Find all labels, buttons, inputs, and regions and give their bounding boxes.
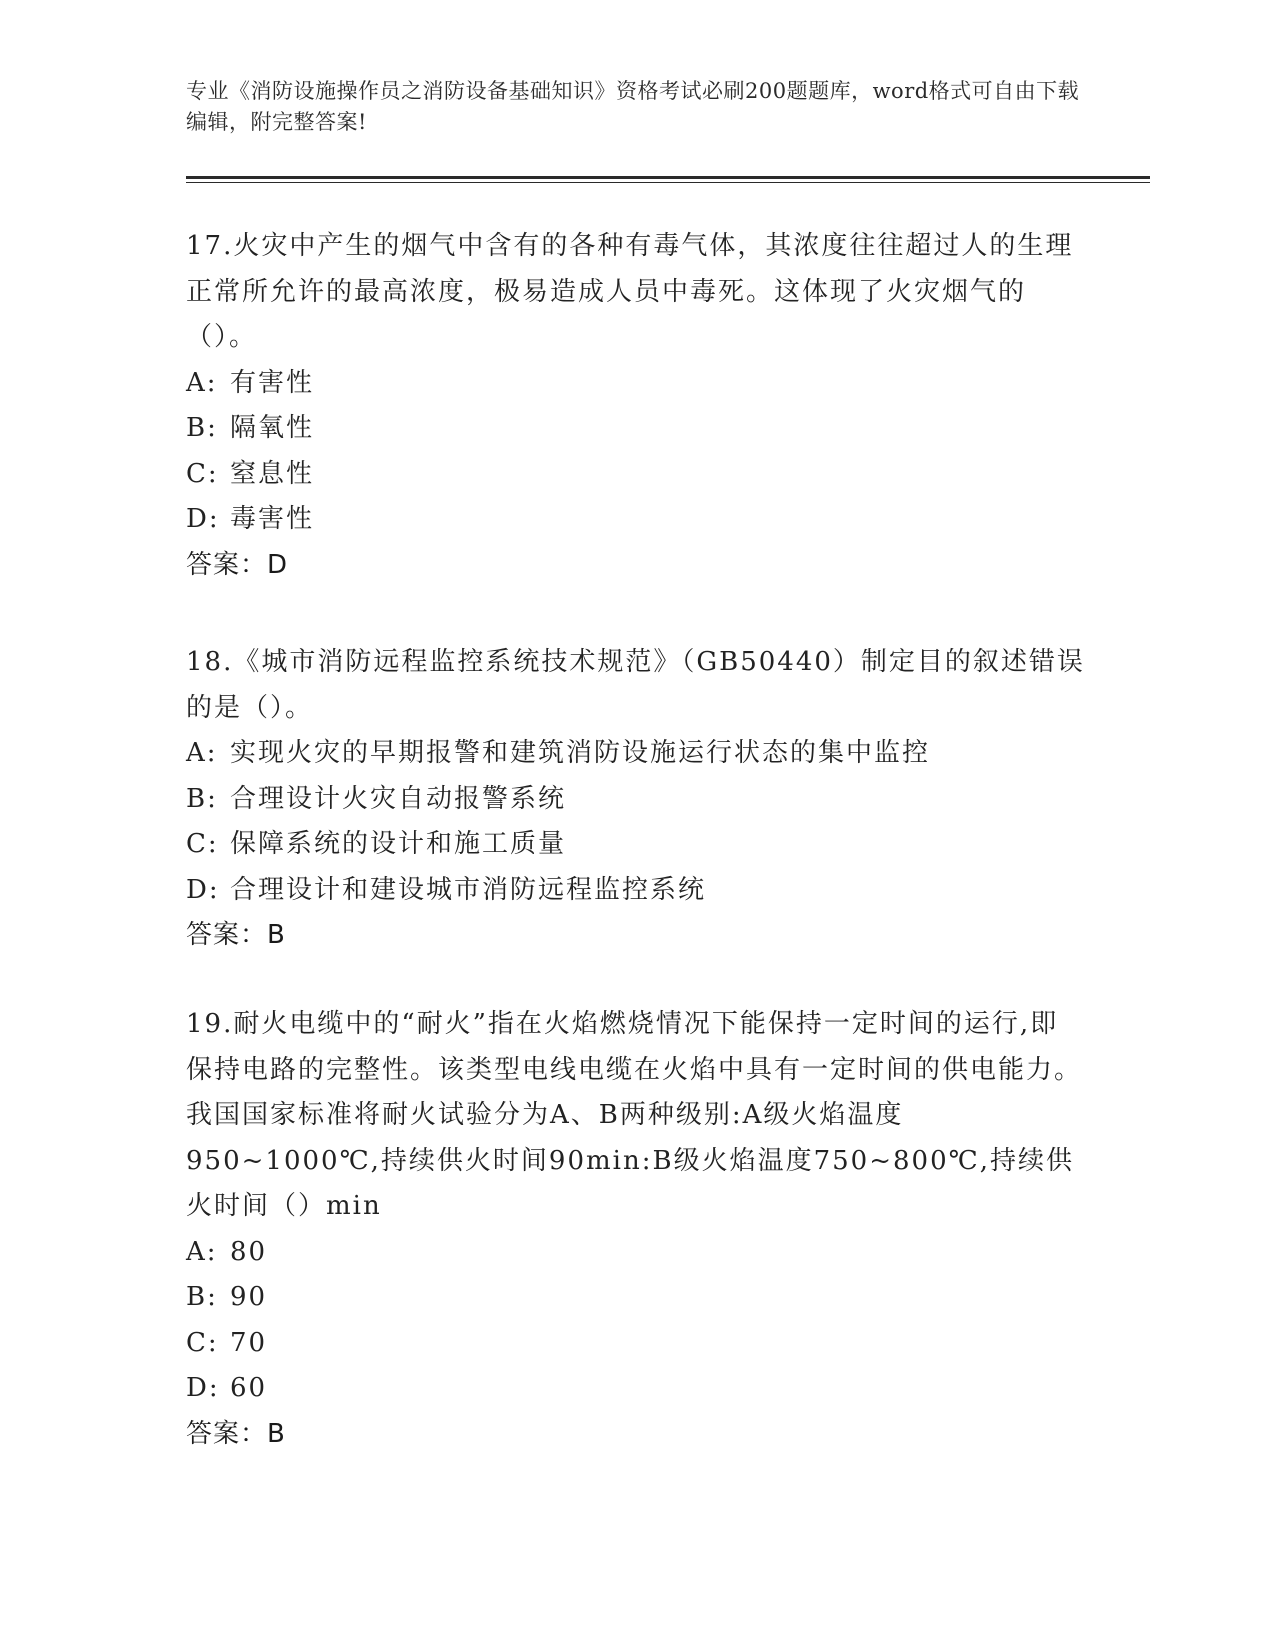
option-letter: D: xyxy=(186,504,220,534)
option-a xyxy=(186,731,1086,777)
option-letter: D: xyxy=(186,874,220,905)
option-letter: C: xyxy=(186,458,219,489)
option-text: 60 xyxy=(230,1373,268,1403)
question-17 xyxy=(186,224,1086,588)
answer-line: 答案：B xyxy=(186,920,286,950)
question-stem: 19.耐火电缆中的“耐火”指在火焰燃烧情况下能保持一定时间的运行,即保持电路的完整性。该类型电线电缆在火焰中具有一定时间的供电能力。我国国家标准将耐火试验分为A、B两种级别:A级火焰温度950~1000℃,持续供火时间90min:B级火焰温度750~800℃,持续供火时间（）min xyxy=(186,1009,1083,1221)
header-divider-thick xyxy=(186,176,1150,179)
option-text: 合理设计和建设城市消防远程监控系统 xyxy=(230,874,707,905)
option-b xyxy=(186,1275,1086,1321)
option-letter: B: xyxy=(186,413,218,443)
option-text: 隔氧性 xyxy=(230,413,315,443)
option-text: 90 xyxy=(230,1282,268,1312)
option-text: 毒害性 xyxy=(230,504,315,534)
option-text: 合理设计火灾自动报警系统 xyxy=(230,783,567,814)
option-d xyxy=(186,1366,1086,1412)
document-intro: 专业《消防设施操作员之消防设备基础知识》资格考试必刷200题题库，word格式可自由下载编辑，附完整答案! xyxy=(186,79,1080,134)
option-text: 保障系统的设计和施工质量 xyxy=(230,829,567,859)
option-a xyxy=(186,361,1086,407)
option-text: 80 xyxy=(230,1236,268,1267)
header-divider-thin xyxy=(186,182,1150,183)
option-c xyxy=(186,1321,1086,1367)
option-d xyxy=(186,868,1086,914)
option-text: 70 xyxy=(230,1327,268,1358)
option-letter: B: xyxy=(186,1282,218,1312)
question-19 xyxy=(186,1002,1086,1457)
answer-line: 答案：D xyxy=(186,549,289,580)
option-c xyxy=(186,452,1086,498)
option-letter: B: xyxy=(186,783,218,814)
question-18 xyxy=(186,640,1086,959)
option-letter: A: xyxy=(186,738,218,768)
question-stem: 17.火灾中产生的烟气中含有的各种有毒气体，其浓度往往超过人的生理正常所允许的最高浓度，极易造成人员中毒死。这体现了火灾烟气的（）。 xyxy=(186,231,1074,352)
option-a xyxy=(186,1230,1086,1276)
option-b xyxy=(186,406,1086,452)
question-stem: 18.《城市消防远程监控系统技术规范》（GB50440）制定目的叙述错误的是（）。 xyxy=(186,647,1085,723)
option-c xyxy=(186,822,1086,868)
option-d xyxy=(186,497,1086,543)
option-b xyxy=(186,777,1086,823)
option-text: 窒息性 xyxy=(230,458,315,489)
answer-line: 答案：B xyxy=(186,1418,286,1449)
option-text: 实现火灾的早期报警和建筑消防设施运行状态的集中监控 xyxy=(230,738,931,768)
option-letter: C: xyxy=(186,829,219,859)
option-letter: A: xyxy=(186,1236,218,1267)
option-letter: D: xyxy=(186,1373,220,1403)
option-letter: A: xyxy=(186,367,218,398)
option-letter: C: xyxy=(186,1327,219,1358)
option-text: 有害性 xyxy=(230,367,315,398)
